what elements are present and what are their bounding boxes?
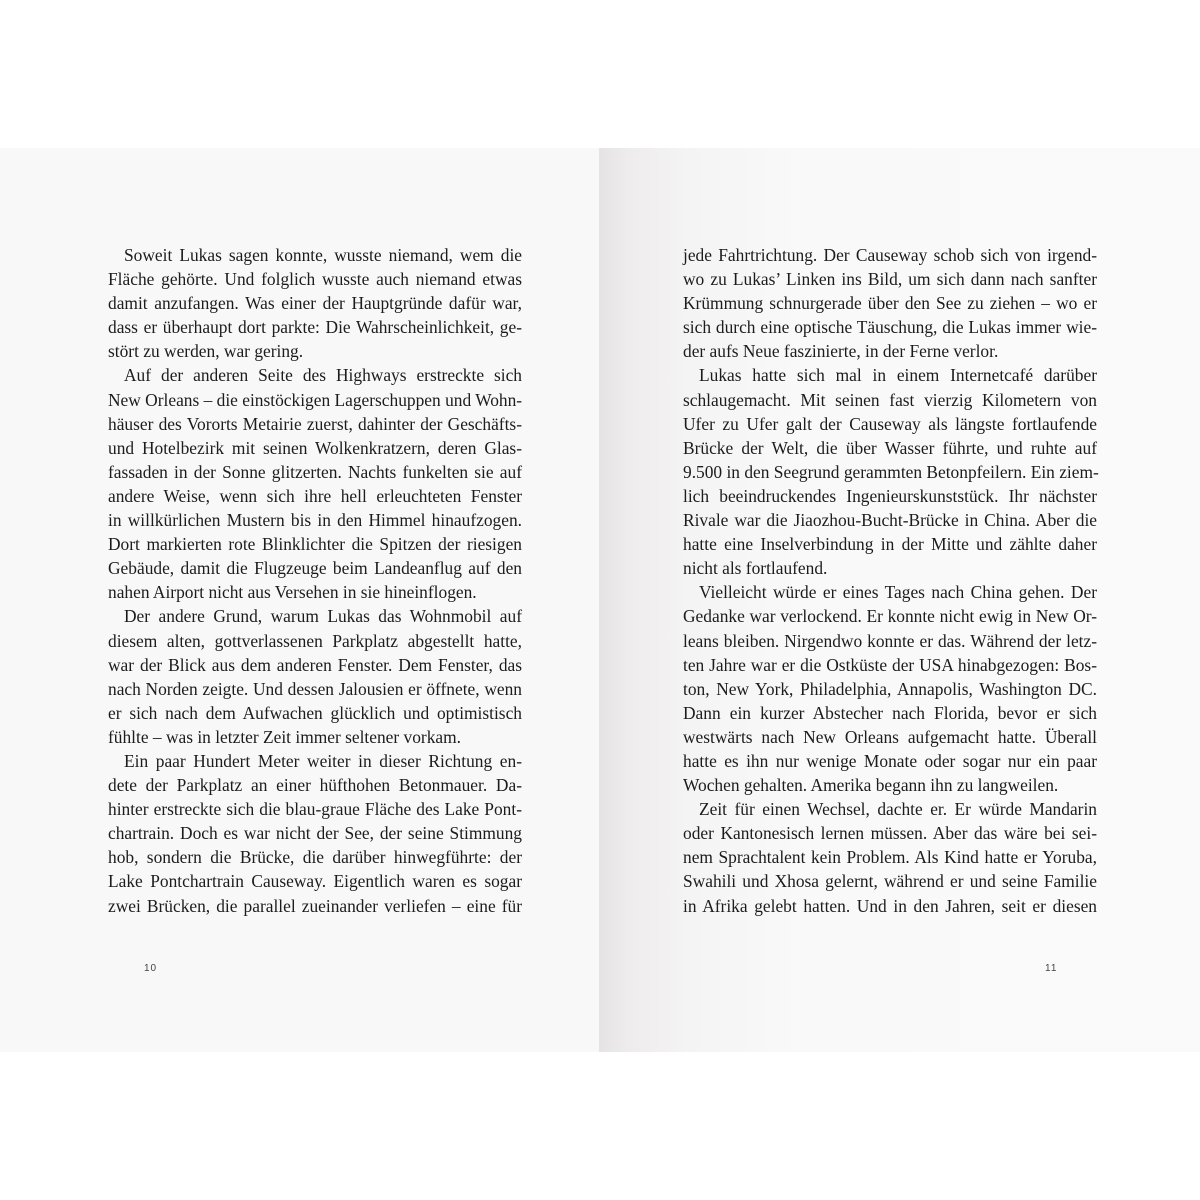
text-line: er sich nach dem Aufwachen glücklich und optimistisch: [108, 702, 522, 723]
text-line: der aufs Neue faszinierte, in der Ferne verlor.: [683, 341, 999, 362]
right-page: [599, 148, 1200, 1052]
text-line: westwärts nach New Orleans aufgemacht hatte. Überall: [683, 726, 1097, 747]
text-line: nem Sprachtalent kein Problem. Als Kind hatte er Yoruba,: [683, 847, 1097, 868]
text-line: nahen Airport nicht aus Versehen in sie hineinflogen.: [108, 582, 477, 603]
text-line: andere Weise, wenn sich ihre hell erleuchteten Fenster: [108, 485, 522, 506]
text-line: ten Jahre war er die Ostküste der USA hinabgezogen: Bos-: [683, 654, 1097, 675]
text-line: nicht als fortlaufend.: [683, 558, 828, 579]
text-line: jede Fahrtrichtung. Der Causeway schob sich von irgend-: [683, 245, 1097, 265]
text-line: stört zu werden, war gering.: [108, 341, 304, 362]
text-line: oder Kantonesisch lernen müssen. Aber das wäre bei sei-: [683, 823, 1097, 844]
text-line: nach Norden zeigte. Und dessen Jalousien er öffnete, wenn: [108, 678, 522, 699]
text-line: Lukas hatte sich mal in einem Internetcafé darüber: [699, 365, 1097, 386]
text-line: dass er überhaupt dort parkte: Die Wahrscheinlichkeit, ge-: [108, 317, 522, 338]
text-line: wo zu Lukas’ Linken ins Bild, um sich dann nach sanfter: [683, 269, 1097, 290]
text-line: chartrain. Doch es war nicht der See, der seine Stimmung: [108, 823, 522, 844]
page-number-right: 11: [1045, 963, 1058, 974]
text-line: 9.500 in den Seegrund gerammten Betonpfeilern. Ein ziem-: [683, 461, 1099, 482]
text-line: Ufer zu Ufer galt der Causeway als längste fortlaufende: [683, 413, 1097, 434]
text-line: ton, New York, Philadelphia, Annapolis, Washington DC.: [683, 678, 1097, 699]
text-line: Krümmung schnurgerade über den See zu ziehen – wo er: [683, 293, 1097, 314]
text-line: Ein paar Hundert Meter weiter in dieser Richtung en-: [124, 750, 522, 771]
text-line: zwei Brücken, die parallel zueinander verliefen – eine für: [108, 895, 522, 916]
text-line: hinter erstreckte sich die blau-graue Fläche des Lake Pont-: [108, 799, 522, 820]
text-line: häuser des Vororts Metairie zuerst, dahinter der Geschäfts-: [108, 413, 522, 434]
text-line: diesem alten, gottverlassenen Parkplatz abgestellt hatte,: [108, 630, 522, 651]
text-line: fassaden in der Sonne glitzerten. Nachts funkelten sie auf: [108, 461, 522, 482]
text-line: Soweit Lukas sagen konnte, wusste niemand, wem die: [124, 245, 522, 265]
text-line: Fläche gehörte. Und folglich wusste auch niemand etwas: [108, 269, 522, 290]
text-line: Gedanke war verlockend. Er konnte nicht ewig in New Or-: [683, 606, 1097, 627]
text-line: lich beeindruckendes Ingenieurskunststück. Ihr nächster: [683, 485, 1097, 506]
text-line: Swahili und Xhosa gelernt, während er und seine Familie: [683, 871, 1097, 892]
text-line: Rivale war die Jiaozhou-Bucht-Brücke in China. Aber die: [683, 510, 1097, 531]
text-line: Lake Pontchartrain Causeway. Eigentlich waren es sogar: [108, 871, 522, 892]
text-line: sich durch eine optische Täuschung, die Lukas immer wie-: [683, 317, 1097, 338]
text-line: fühlte – was in letzter Zeit immer seltener vorkam.: [108, 726, 462, 747]
text-line: dete der Parkplatz an einer hüfthohen Betonmauer. Da-: [108, 775, 522, 796]
left-page-text: [108, 243, 522, 918]
text-line: in Afrika gelebt hatten. Und in den Jahren, seit er diesen: [683, 895, 1097, 916]
text-line: Gebäude, damit die Flugzeuge beim Landeanflug auf den: [108, 558, 522, 579]
text-line: Zeit für einen Wechsel, dachte er. Er würde Mandarin: [699, 799, 1097, 820]
left-page: [0, 148, 599, 1052]
text-line: hatte eine Inselverbindung in der Mitte und zählte daher: [683, 534, 1097, 555]
text-line: in willkürlichen Mustern bis in den Himmel hinaufzogen.: [108, 510, 522, 531]
text-line: Auf der anderen Seite des Highways erstreckte sich: [124, 365, 522, 386]
text-line: Brücke der Welt, die über Wasser führte, und ruhte auf: [683, 437, 1097, 458]
right-page-text: [683, 243, 1097, 918]
text-line: New Orleans – die einstöckigen Lagerschuppen und Wohn-: [108, 389, 523, 410]
text-line: war der Blick aus dem anderen Fenster. Dem Fenster, das: [108, 654, 522, 675]
text-line: Dort markierten rote Blinklichter die Spitzen der riesigen: [108, 534, 522, 555]
text-line: und Hotelbezirk mit seinen Wolkenkratzern, deren Glas-: [108, 437, 522, 458]
text-line: Wochen gehalten. Amerika begann ihn zu langweilen.: [683, 775, 1059, 796]
text-line: Der andere Grund, warum Lukas das Wohnmobil auf: [124, 606, 522, 627]
text-line: schlaugemacht. Mit seinen fast vierzig Kilometern von: [683, 389, 1097, 410]
text-line: leans bleiben. Nirgendwo konnte er das. Während der letz-: [683, 630, 1097, 651]
page-number-left: 10: [144, 963, 158, 974]
text-line: Vielleicht würde er eines Tages nach China gehen. Der: [699, 582, 1097, 603]
text-line: hob, sondern die Brücke, die darüber hinwegführte: der: [108, 847, 522, 868]
book-spread: [0, 148, 1200, 1052]
text-line: hatte es ihn nur wenige Monate oder sogar nur ein paar: [683, 750, 1097, 771]
text-line: Dann ein kurzer Abstecher nach Florida, bevor er sich: [683, 702, 1097, 723]
text-line: damit anzufangen. Was einer der Hauptgründe dafür war,: [108, 293, 522, 314]
